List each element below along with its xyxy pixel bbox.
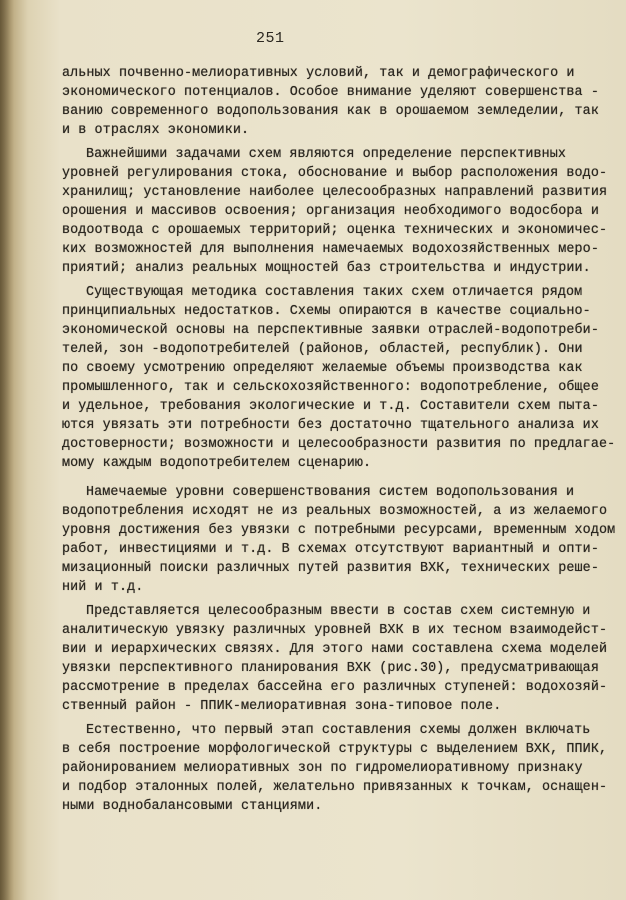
paragraph-2-line: ких возможностей для выполнения намечаемых водохозяйственных меро-: [62, 242, 599, 257]
paragraph-3-line: принципиальных недостатков. Схемы опираются в качестве социально-: [62, 304, 591, 319]
paragraph-6-line: в себя построение морфологической структуры с выделением ВХК, ППИК,: [62, 742, 608, 757]
paragraph-5-line: аналитическую увязку различных уровней ВХК в их тесном взаимодейст-: [62, 623, 608, 638]
paragraph-4-line: работ, инвестициями и т.д. В схемах отсутствуют вариантный и опти-: [62, 542, 599, 557]
paragraph-6-line: Естественно, что первый этап составления схемы должен включать: [86, 723, 591, 738]
paragraph-3-line: телей, зон -водопотребителей (районов, областей, республик). Они: [62, 342, 583, 357]
paragraph-5-line: вии и иерархических связях. Для этого нами составлена схема моделей: [62, 642, 608, 657]
page-edge-shadow: [0, 0, 14, 900]
paragraph-4-line: ний и т.д.: [62, 580, 144, 595]
paragraph-3-line: по своему усмотрению определяют желаемые объемы производства как: [62, 361, 583, 376]
paragraph-3-line: и удельное, требования экологические и т.д. Составители схем пыта-: [62, 399, 599, 414]
paragraph-2-line: водоотвода с орошаемых территорий; оценка технических и экономичес-: [62, 223, 608, 238]
paragraph-6-line: районированием мелиоративных зон по гидромелиоративному признаку: [62, 761, 583, 776]
paragraph-6-line: ными воднобалансовыми станциями.: [62, 799, 323, 814]
paragraph-5-line: Представляется целесообразным ввести в состав схем системную и: [86, 604, 591, 619]
paragraph-1-line: и в отраслях экономики.: [62, 123, 250, 138]
paragraph-6-line: и подбор эталонных полей, желательно привязанных к точкам, оснащен-: [62, 780, 608, 795]
paragraph-1-line: ванию современного водопользования как в орошаемом земледелии, так: [62, 104, 599, 119]
paragraph-1-line: альных почвенно-мелиоративных условий, так и демографического и: [62, 66, 575, 81]
paragraph-1-line: экономического потенциалов. Особое внимание уделяют совершенства -: [62, 85, 599, 100]
paragraph-4-line: мизационный поиски различных путей развития ВХК, технических реше-: [62, 561, 599, 576]
paragraph-2-line: Важнейшими задачами схем являются определение перспективных: [86, 147, 567, 162]
paragraph-5-line: ственный район - ППИК-мелиоративная зона-типовое поле.: [62, 699, 502, 714]
paragraph-3-line: Существующая методика составления таких схем отличается рядом: [86, 285, 583, 300]
paragraph-3-line: ются увязать эти потребности без достаточно тщательного анализа их: [62, 418, 599, 433]
paragraph-5-line: увязки перспективного планирования ВХК (рис.30), предусматривающая: [62, 661, 599, 676]
paragraph-3-line: промышленного, так и сельскохозяйственного: водопотребление, общее: [62, 380, 599, 395]
paragraph-4-line: водопотребления исходят не из реальных возможностей, а из желаемого: [62, 504, 608, 519]
page-number: 251: [256, 30, 285, 47]
paragraph-2-line: уровней регулирования стока, обоснование и выбор расположения водо-: [62, 166, 608, 181]
paragraph-4-line: Намечаемые уровни совершенствования систем водопользования и: [86, 485, 575, 500]
paragraph-3-line: экономической основы на перспективные заявки отраслей-водопотреби-: [62, 323, 599, 338]
paragraph-2-line: хранилищ; установление наиболее целесообразных направлений развития: [62, 185, 608, 200]
paragraph-4-line: уровня достижения без увязки с потребными ресурсами, временным ходом: [62, 523, 616, 538]
paragraph-2-line: приятий; анализ реальных мощностей баз строительства и индустрии.: [62, 261, 591, 276]
paragraph-3-line: достоверности; возможности и целесообразности развития по предлагае-: [62, 437, 616, 452]
paragraph-3-line: мому каждым водопотребителем сценарию.: [62, 456, 372, 471]
paragraph-2-line: орошения и массивов освоения; организация необходимого водосбора и: [62, 204, 599, 219]
paragraph-5-line: рассмотрение в пределах бассейна его различных ступеней: водохозяй-: [62, 680, 608, 695]
